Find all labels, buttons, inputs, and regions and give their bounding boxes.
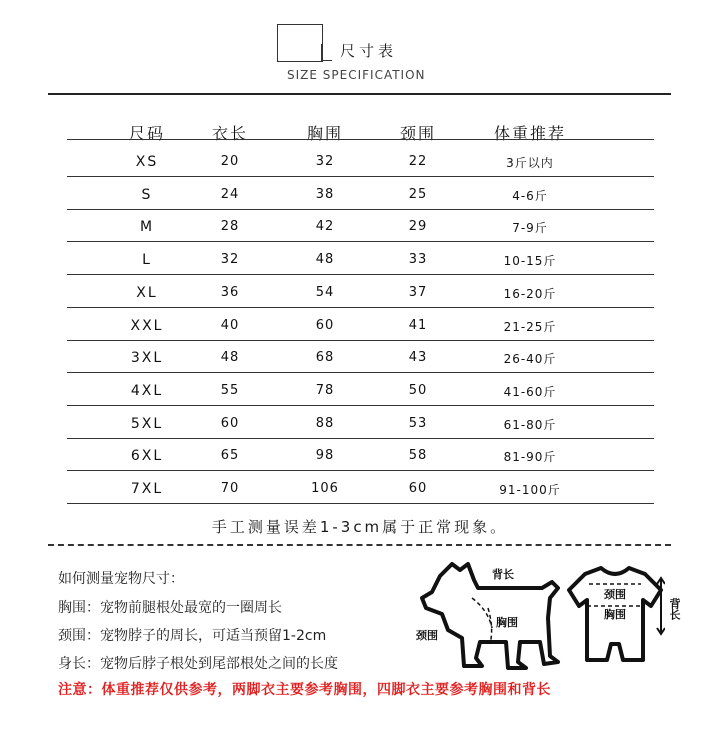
cell-size: 4XL <box>130 383 164 399</box>
cell-length: 28 <box>220 219 240 234</box>
cell-size: S <box>141 187 153 203</box>
cell-weight: 10-15斤 <box>503 254 557 268</box>
cell-weight: 41-60斤 <box>503 385 557 399</box>
dog-chest-label: 胸围 <box>496 616 518 629</box>
cell-size: 3XL <box>130 350 164 366</box>
cell-chest: 88 <box>315 416 335 431</box>
cell-neck: 41 <box>408 318 428 333</box>
cell-length: 32 <box>220 252 240 267</box>
row-divider <box>67 405 654 406</box>
header-length: 衣长 <box>211 124 248 143</box>
dog-neck-label: 颈围 <box>416 629 438 642</box>
cell-chest: 78 <box>315 383 335 398</box>
section-divider <box>48 544 671 546</box>
cell-neck: 37 <box>408 285 428 300</box>
measure-neck: 颈围：宠物脖子的周长，可适当预留1-2cm <box>58 628 327 644</box>
header-weight: 体重推荐 <box>493 124 566 143</box>
header-chest: 胸围 <box>306 124 343 143</box>
row-divider <box>67 307 654 308</box>
cell-length: 60 <box>220 416 240 431</box>
cell-neck: 50 <box>408 383 428 398</box>
cell-neck: 53 <box>408 416 428 431</box>
garment-chest-label: 胸围 <box>604 608 626 621</box>
cell-weight: 81-90斤 <box>503 450 557 464</box>
cell-neck: 33 <box>408 252 428 267</box>
garment-back-label: 背长 <box>668 598 681 620</box>
cell-length: 55 <box>220 383 240 398</box>
page-title: 尺寸表 <box>340 42 398 60</box>
garment-neck-label: 颈围 <box>604 588 626 601</box>
header-neck: 颈围 <box>399 124 436 143</box>
cell-weight: 7-9斤 <box>512 221 548 235</box>
cell-length: 65 <box>220 448 240 463</box>
cell-chest: 48 <box>315 252 335 267</box>
cell-chest: 32 <box>315 154 335 169</box>
row-divider <box>67 176 654 177</box>
cell-length: 20 <box>220 154 240 169</box>
row-divider <box>67 209 654 210</box>
row-divider <box>67 241 654 242</box>
dog-back-label: 背长 <box>492 568 514 581</box>
cell-weight: 4-6斤 <box>512 189 548 203</box>
measurement-note: 手工测量误差1-3cm属于正常现象。 <box>211 518 509 536</box>
cell-chest: 68 <box>315 350 335 365</box>
cell-weight: 91-100斤 <box>499 483 561 497</box>
cell-neck: 43 <box>408 350 428 365</box>
cell-weight: 21-25斤 <box>503 320 557 334</box>
cell-neck: 29 <box>408 219 428 234</box>
cell-length: 24 <box>220 187 240 202</box>
cell-weight: 61-80斤 <box>503 418 557 432</box>
title-frame-tail <box>321 44 332 61</box>
warning-note: 注意：体重推荐仅供参考，两脚衣主要参考胸围，四脚衣主要参考胸围和背长 <box>58 682 551 698</box>
cell-size: L <box>142 252 152 268</box>
cell-weight: 16-20斤 <box>503 287 557 301</box>
top-divider <box>48 93 671 95</box>
cell-size: 6XL <box>130 448 164 464</box>
cell-chest: 106 <box>311 481 339 496</box>
cell-chest: 98 <box>315 448 335 463</box>
row-divider <box>67 274 654 275</box>
cell-size: 5XL <box>130 416 164 432</box>
cell-length: 36 <box>220 285 240 300</box>
cell-neck: 25 <box>408 187 428 202</box>
row-divider <box>67 340 654 341</box>
cell-weight: 26-40斤 <box>503 352 557 366</box>
header-divider <box>67 139 654 140</box>
cell-neck: 22 <box>408 154 428 169</box>
row-divider <box>67 372 654 373</box>
cell-neck: 60 <box>408 481 428 496</box>
measure-chest: 胸围：宠物前腿根处最宽的一圈周长 <box>58 600 282 616</box>
cell-length: 40 <box>220 318 240 333</box>
cell-size: 7XL <box>130 481 164 497</box>
cell-length: 70 <box>220 481 240 496</box>
cell-chest: 54 <box>315 285 335 300</box>
title-frame-icon <box>277 24 323 62</box>
cell-length: 48 <box>220 350 240 365</box>
header-size: 尺码 <box>128 124 165 143</box>
row-divider <box>67 503 654 504</box>
row-divider <box>67 470 654 471</box>
cell-chest: 42 <box>315 219 335 234</box>
measure-length: 身长：宠物后脖子根处到尾部根处之间的长度 <box>58 656 338 672</box>
row-divider <box>67 438 654 439</box>
page-subtitle: SIZE SPECIFICATION <box>287 68 426 82</box>
cell-size: XL <box>136 285 158 301</box>
cell-size: XXL <box>130 318 164 334</box>
cell-neck: 58 <box>408 448 428 463</box>
cell-weight: 3斤以内 <box>506 156 554 170</box>
cell-chest: 60 <box>315 318 335 333</box>
cell-size: M <box>139 219 155 235</box>
measure-heading: 如何测量宠物尺寸： <box>58 571 184 587</box>
cell-chest: 38 <box>315 187 335 202</box>
cell-size: XS <box>135 154 159 170</box>
